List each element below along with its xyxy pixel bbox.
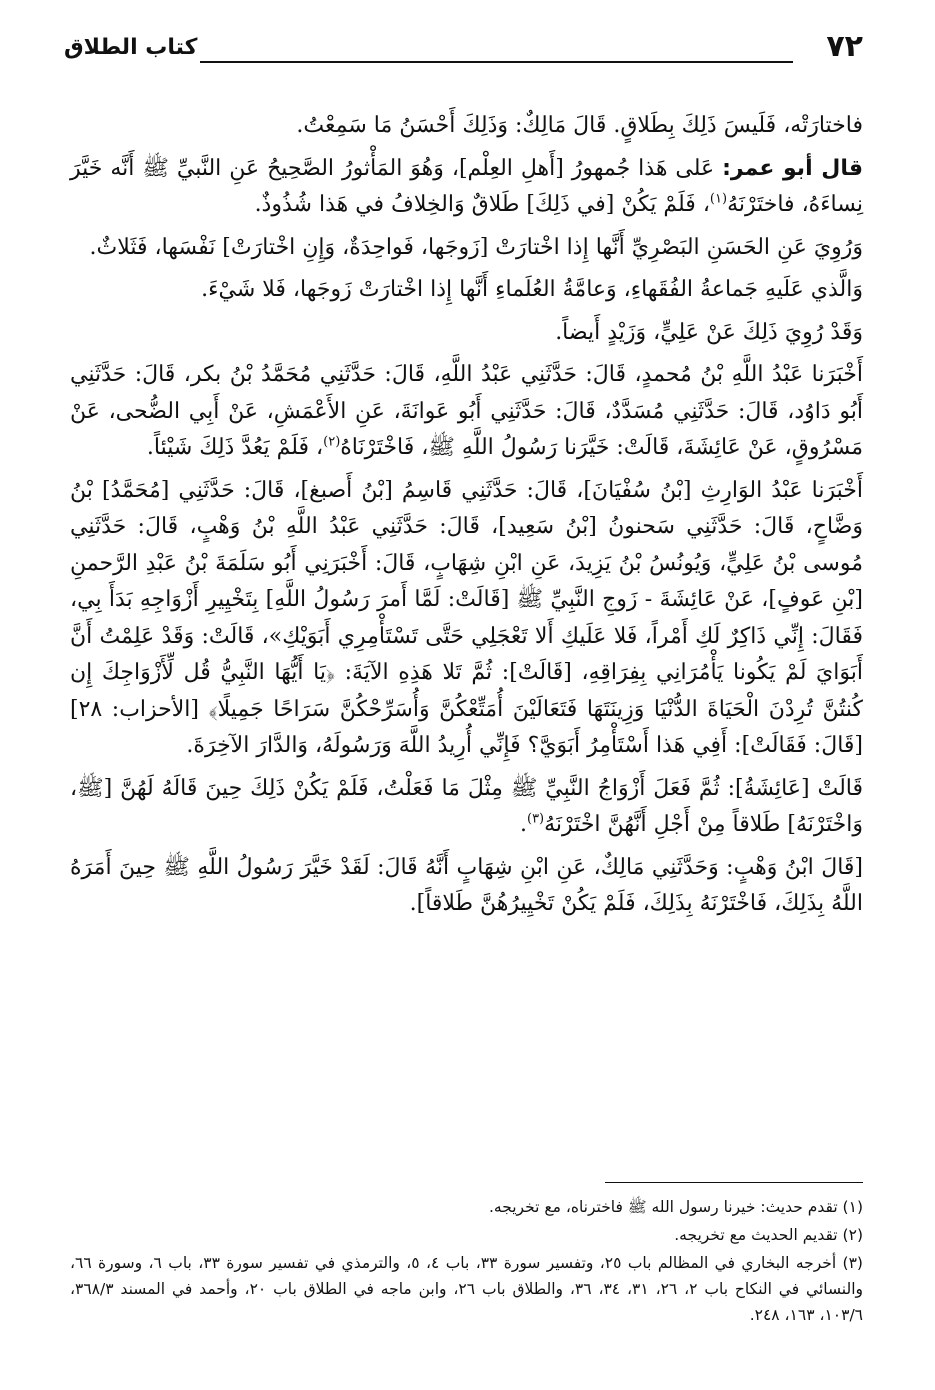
paragraph-tail: ، فَلَمْ يَكُنْ [في ذَلِكَ] طَلاقٌ وَالخِلافُ في هَذا شُذُوذٌ.	[254, 192, 710, 217]
footnotes	[70, 1194, 863, 1330]
paragraph-text: وَرُوِيَ عَنِ الحَسَنِ البَصْرِيِّ أَنَّها إِذا اخْتارَتْ [زَوجَها، فَواحِدَةٌ، وَإِنِ اخْتارَتْ] نَفْسَها، فَثَلاثٌ.	[89, 234, 863, 260]
footnote-ref: (٢)	[323, 434, 341, 450]
paragraph-text: وَالَّذي عَلَيهِ جَماعةُ الفُقَهاءِ، وَعامَّةُ العُلَماءِ أَنَّها إِذا اخْتارَتْ زَوجَها، فَلا شَيْءَ.	[201, 277, 863, 302]
book-title: كتاب الطلاق	[64, 35, 198, 60]
footnote: (٢) تقديم الحديث مع تخريجه.	[674, 1226, 863, 1244]
paragraph	[70, 357, 863, 467]
paragraph-text: قَالَتْ [عَائِشَةُ]: ثُمَّ فَعَلَ أَزْوَاجُ النَّبِيِّ ﷺ مِثْلَ مَا فَعَلْتُ، فَلَمْ يَكُنْ ذَلِكَ حِينَ قَالَهُ لَهُنَّ [ﷺ، وَاخْتَرْنَهُ] طَلاقاً مِنْ أَجْلِ أَنَّهُنَّ اخْتَرْنَهُ	[70, 775, 863, 837]
paragraph	[70, 315, 863, 352]
paragraph	[70, 108, 863, 145]
paragraph	[70, 850, 863, 923]
header-rule	[200, 61, 793, 63]
paragraph-text: [قَالَ ابْنُ وَهْبٍ: وَحَدَّثَنِي مَالِكٌ، عَنِ ابْنِ شِهَابٍ أَنَّهُ قَالَ: لَقَدْ خَيَّرَ رَسُولُ اللَّهِ ﷺ حِينَ أَمَرَهُ اللَّهُ بِذَلِكَ، فَاخْتَرْنَهُ بِذَلِكَ، فَلَمْ يَكُنْ تَخْيِيرُهُنَّ طَلاقاً].	[70, 854, 863, 916]
paragraph-text: أَخْبَرَنا عَبْدُ اللَّهِ بْنُ مُحمدٍ، قَالَ: حَدَّثَنِي عَبْدُ اللَّهِ، قَالَ: حَدَّثَنِي مُحَمَّدُ بْنُ بكر، قَالَ: حَدَّثَنِي أَبُو دَاوُد، قَالَ: حَدَّثَنِي مُسَدَّدٌ، قَالَ: حَدَّثَنِي أَبُو عَوانَةَ، عَنِ الأَعْمَشِ، عَنْ أَبِي الضُّحى، عَنْ مَسْرُوقٍ، عَنْ عَائِشَةَ، قَالَتْ: خَيَّرَنا رَسُولُ اللَّهِ ﷺ، فَاخْتَرْنَاهُ	[70, 362, 863, 460]
paragraph-tail: ، فَلَمْ يَعُدَّ ذَلِكَ شَيْئاً.	[146, 435, 324, 460]
paragraph	[70, 473, 863, 765]
main-text	[70, 108, 863, 929]
footnote-ref: (١)	[709, 191, 728, 207]
paragraph-text: عَلى هَذا جُمهورُ [أَهلِ العِلْم]، وَهُوَ المَأْثورُ الصَّحِيحُ عَنِ النَّبيِّ ﷺ أَنَّه خَيَّرَ نِساءَهُ، فاختَرْنَهُ	[70, 155, 863, 217]
paragraph-text: أَخْبَرَنا عَبْدُ الوَارِثِ [بْنُ سُفْيَانَ]، قَالَ: حَدَّثَنِي قَاسِمُ [بْنُ أَصبغ]، قَالَ: حَدَّثَنِي [مُحَمَّدُ] بْنُ وَضَّاحٍ، قَالَ: حَدَّثَنِي سَحنونُ [بْنُ سَعِيد]، قَالَ: حَدَّثَنِي عَبْدُ اللَّهِ بْنُ وَهْبٍ، قَالَ: حَدَّثَنِي مُوسى بْنُ عَلِيٍّ، وَيُونُسُ بْنُ يَزِيدَ، عَنِ ابْنِ شِهَابٍ، قَالَ: أَخْبَرَنِي أَبُو سَلَمَةَ بْنُ عَبْدِ الرَّحمنِ [بْنِ عَوفٍ]، عَنْ عَائِشَةَ - زَوجِ النَّبِيِّ ﷺ [قَالَتْ: لَمَّا أَمرَ رَسُولُ اللَّهِ] بِتَخْيِيرِ أَزْوَاجِهِ بَدَأَ بِي، فَقَالَ: إِنِّي ذَاكِرٌ لَكِ أَمْراً، فَلا عَلَيكِ أَلا تَعْجَلِي حَتَّى تَسْتَأْمِرِي أَبَوَيْكِ»، قَالَتْ: وَقَدْ عَلِمْتُ أَنَّ أَبَوَايَ لَمْ يَكُونا يَأْمُرَانِي بِفِرَاقِهِ، [قَالَتْ]: ثُمَّ تَلا هَذِهِ الآيَةَ: ﴿يَا أَيُّهَا النَّبِيُّ قُل لِّأَزْوَاجِكَ إِن كُنتُنَّ تُرِدْنَ الْحَيَاةَ الدُّنْيَا وَزِينَتَهَا فَتَعَالَيْنَ أُمَتِّعْكُنَّ وَأُسَرِّحْكُنَّ سَرَاحًا جَمِيلًا﴾ [الأحزاب: ٢٨] [قَالَ: فَقَالَتْ]: أَفِي هَذا أَسْتَأْمِرُ أَبَوَيَّ؟ فَإِنِّي أُرِيدُ اللَّهَ وَرَسُولَهُ، وَالدَّارَ الآخِرَةَ.	[70, 477, 863, 758]
footnote: (١) تقدم حديث: خيرنا رسول الله ﷺ فاخترناه، مع تخريجه.	[488, 1198, 863, 1216]
paragraph	[70, 230, 863, 267]
page-number: ٧٢	[826, 29, 863, 64]
paragraph	[70, 771, 863, 844]
paragraph	[70, 151, 863, 224]
footnote-rule	[605, 1182, 863, 1183]
paragraph	[70, 272, 863, 309]
paragraph-text: فاختارَتْه، فَلَيسَ ذَلِكَ بِطَلاقٍ. قَالَ مَالِكٌ: وَذَلِكَ أَحْسَنُ مَا سَمِعْتُ.	[296, 113, 863, 138]
paragraph-text: وَقَدْ رُوِيَ ذَلِكَ عَنْ عَلِيٍّ، وَزَيْدٍ أَيضاً.	[555, 319, 863, 345]
paragraph-lead: قال أبو عمر:	[722, 155, 863, 181]
running-header	[64, 28, 863, 68]
footnote-ref: (٣)	[526, 811, 545, 827]
footnote: (٣) أخرجه البخاري في المظالم باب ٢٥، وتفسير سورة ٣٣، باب ٤، ٥، والترمذي في تفسير سورة ٣٣، باب ٦، وسورة ٦٦، والنسائي في النكاح باب ٢، ٢٦، ٣١، ٣٤، ٣٦، والطلاق باب ٢٦، وابن ماجه في الطلاق باب ٢٠، وأحمد في المسند ٣٦٨/٣، ١٠٣/٦، ١٦٣، ٢٤٨.	[70, 1254, 863, 1324]
paragraph-tail: .	[519, 812, 527, 837]
